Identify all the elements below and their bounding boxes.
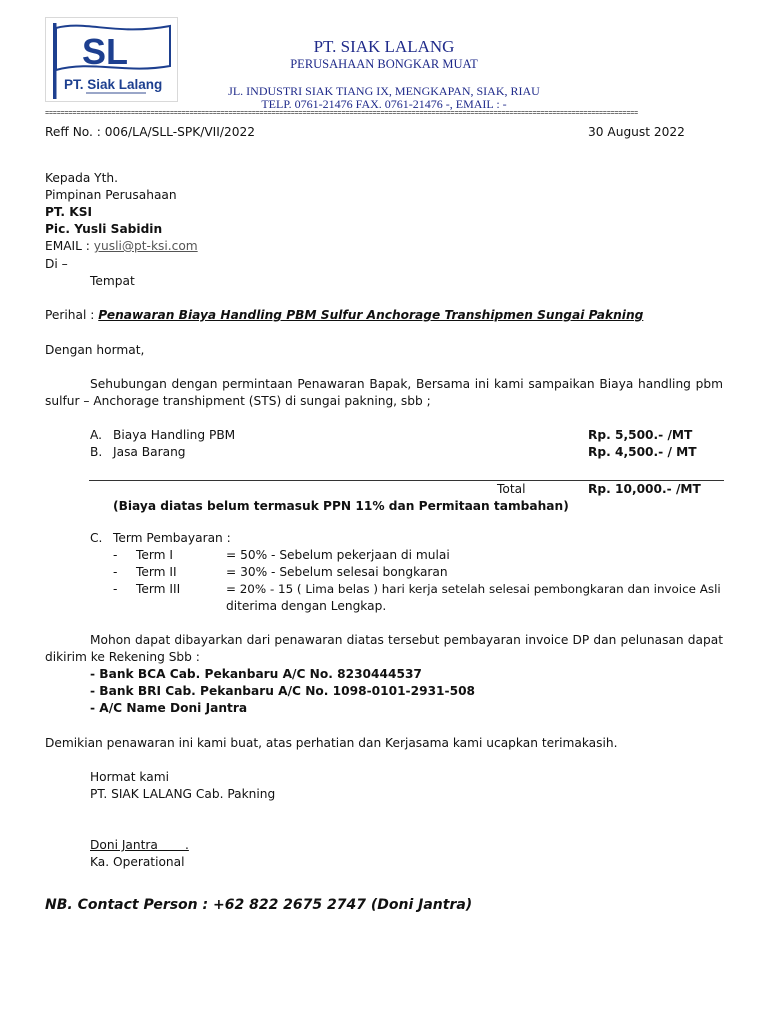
bank-bri: - Bank BRI Cab. Pekanbaru A/C No. 1098-0101-2931-508 (90, 684, 476, 698)
cost-a-label: Biaya Handling PBM (113, 428, 236, 442)
intro-line-1: Sehubungan dengan permintaan Penawaran Bapak, Bersama ini kami sampaikan Biaya handling pbm (90, 377, 723, 391)
salutation: Dengan hormat, (45, 343, 145, 357)
term-3-desc: = 20% - 15 ( Lima belas ) hari kerja setelah selesai pembongkaran dan invoice Asli (226, 582, 721, 596)
subject-label: Perihal : (45, 308, 99, 322)
cost-b-letter: B. (90, 445, 103, 459)
cost-a-price: Rp. 5,500.- /MT (588, 428, 693, 442)
terms-letter: C. (90, 531, 103, 545)
email-label: EMAIL : (45, 239, 94, 253)
recipient-greeting: Kepada Yth. (45, 171, 118, 185)
company-phone: TELP. 0761-21476 FAX. 0761-21476 -, EMAIL : - (261, 97, 507, 111)
recipient-pic: Pic. Yusli Sabidin (45, 222, 163, 236)
company-name: PT. SIAK LALANG (313, 37, 455, 56)
company-subtitle: PERUSAHAAN BONGKAR MUAT (290, 57, 478, 71)
subject-line (45, 307, 643, 324)
term-3-desc-cont: diterima dengan Lengkap. (226, 599, 387, 613)
term-2-desc: = 30% - Sebelum selesai bongkaran (226, 565, 448, 579)
recipient-email-row (45, 238, 198, 255)
logo-name: PT. Siak Lalang (64, 77, 163, 92)
payment-line-2: dikirim ke Rekening Sbb : (45, 650, 200, 664)
term-3-dash: - (113, 582, 118, 596)
contact-person-note: NB. Contact Person : +62 822 2675 2747 (Doni Jantra) (45, 897, 473, 913)
company-address: JL. INDUSTRI SIAK TIANG IX, MENGKAPAN, SIAK, RIAU (228, 84, 540, 98)
regards: Hormat kami (90, 770, 169, 784)
total-label: Total (497, 482, 526, 496)
cost-b-price: Rp. 4,500.- / MT (588, 445, 697, 459)
term-3-name: Term III (136, 582, 181, 596)
bank-bca: - Bank BCA Cab. Pekanbaru A/C No. 8230444537 (90, 667, 422, 681)
recipient-email-link[interactable]: yusli@pt-ksi.com (93, 239, 198, 253)
total-price: Rp. 10,000.- /MT (588, 482, 701, 496)
term-1-name: Term I (136, 548, 174, 562)
account-name: - A/C Name Doni Jantra (90, 701, 248, 715)
term-2-name: Term II (136, 565, 177, 579)
company-logo (45, 17, 178, 102)
cost-a-letter: A. (90, 428, 102, 442)
closing-sentence: Demikian penawaran ini kami buat, atas perhatian dan Kerjasama kami ucapkan terimakasih. (45, 736, 618, 750)
payment-line-1: Mohon dapat dibayarkan dari penawaran diatas tersebut pembayaran invoice DP dan pelunasan dapat (90, 633, 723, 647)
term-1-desc: = 50% - Sebelum pekerjaan di mulai (226, 548, 450, 562)
recipient-company: PT. KSI (45, 205, 93, 219)
recipient-position: Pimpinan Perusahaan (45, 188, 177, 202)
cost-b-label: Jasa Barang (113, 445, 186, 459)
terms-title: Term Pembayaran : (113, 531, 231, 545)
signature-title: Ka. Operational (90, 855, 185, 869)
reference-number: Reff No. : 006/LA/SLL-SPK/VII/2022 (45, 125, 255, 139)
signature-name: Doni Jantra . (90, 838, 189, 852)
term-1-dash: - (113, 548, 118, 562)
tax-note: (Biaya diatas belum termasuk PPN 11% dan Permitaan tambahan) (113, 499, 569, 513)
logo-letters: SL (82, 31, 129, 72)
flag-logo-icon (46, 18, 177, 101)
recipient-di: Di – (45, 257, 68, 271)
subject-text: Penawaran Biaya Handling PBM Sulfur Anchorage Transhipmen Sungai Pakning (98, 308, 644, 322)
term-2-dash: - (113, 565, 118, 579)
intro-line-2: sulfur – Anchorage transhipment (STS) di sungai pakning, sbb ; (45, 394, 431, 408)
letter-date: 30 August 2022 (588, 125, 685, 139)
header-separator: ======================================================================================================================================================== (45, 111, 638, 118)
signature-company: PT. SIAK LALANG Cab. Pakning (90, 787, 276, 801)
recipient-tempat: Tempat (90, 274, 135, 288)
